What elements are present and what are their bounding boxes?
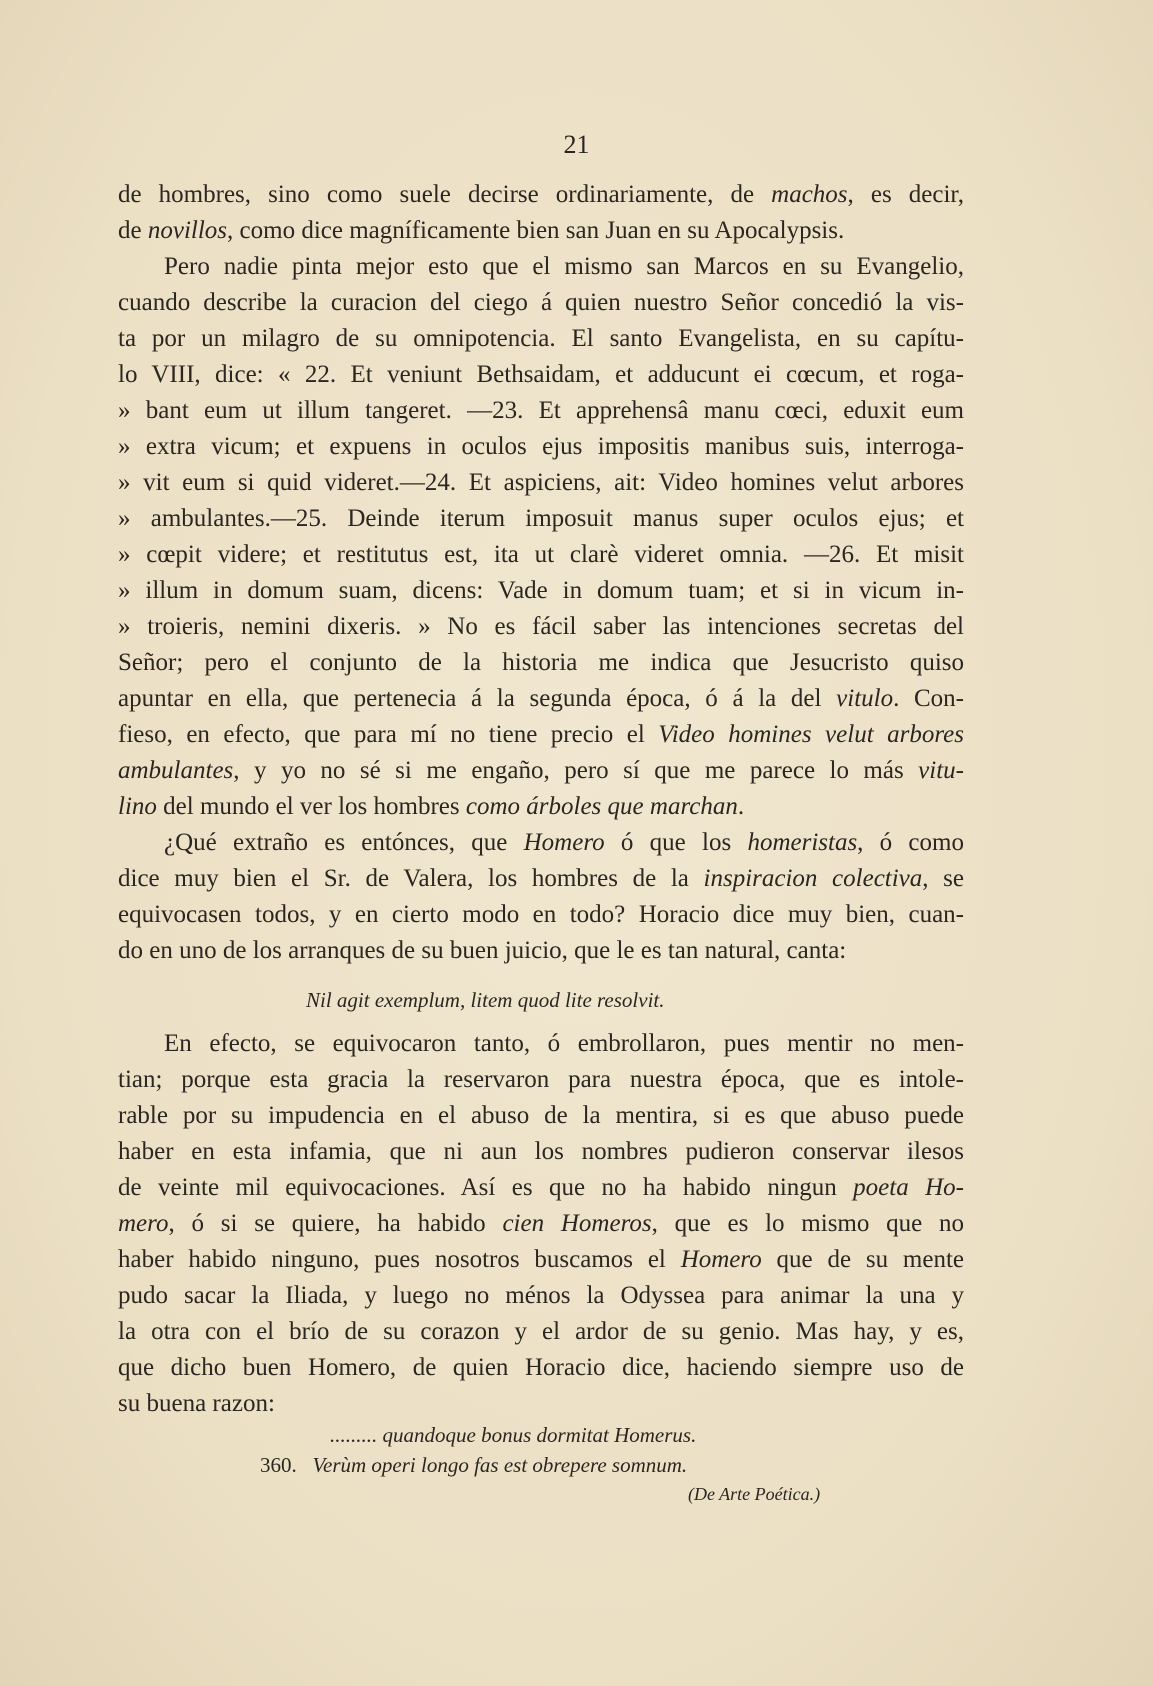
text-line — [118, 753, 964, 789]
italic-text: vitulo — [836, 685, 894, 712]
italic-text: machos — [771, 181, 848, 208]
text-run: apuntar en ella, que pertenecia á la segunda época, ó á la del — [118, 685, 837, 712]
text-line — [118, 897, 964, 933]
text-line — [118, 429, 964, 465]
text-run: , y yo no sé si me engaño, pero sí que me parece lo más — [233, 757, 919, 784]
text-run: . — [737, 793, 745, 820]
text-run: » extra vicum; et expuens in oculos ejus impositis manibus suis, interroga- — [118, 433, 964, 460]
italic-text: cien Homeros — [502, 1210, 652, 1237]
italic-text: homeristas — [747, 829, 858, 856]
italic-text: ambulantes — [118, 757, 234, 784]
italic-text: Homero — [680, 1246, 762, 1273]
text-run: ta por un milagro de su omnipotencia. El santo Evangelista, en su capítu- — [118, 325, 964, 352]
text-run: haber en esta infamia, que ni aun los nombres pudieron conservar ilesos — [118, 1138, 964, 1165]
text-line — [118, 1278, 964, 1314]
text-run: de veinte mil equivocaciones. Así es que no ha habido ningun — [118, 1174, 854, 1201]
text-run: de hombres, sino como suele decirse ordinariamente, de — [118, 181, 772, 208]
text-line — [118, 501, 964, 537]
italic-text: vitu- — [918, 757, 964, 784]
text-run: Señor; pero el conjunto de la historia me indica que Jesucristo quiso — [118, 649, 964, 676]
verse-quote-3 — [260, 1453, 687, 1478]
text-line — [118, 213, 964, 249]
text-line — [118, 573, 964, 609]
text-run: haber habido ninguno, pues nosotros buscamos el — [118, 1246, 681, 1273]
text-run: » troieris, nemini dixeris. » No es fácil saber las intenciones secretas del — [118, 613, 964, 640]
body-text-top — [118, 177, 964, 969]
italic-text: como árboles que marchan — [465, 793, 738, 820]
text-run: su buena razon: — [118, 1390, 275, 1417]
text-run: Pero nadie pinta mejor esto que el mismo san Marcos en su Evangelio, — [164, 253, 964, 280]
text-line — [118, 1314, 964, 1350]
text-run: » illum in domum suam, dicens: Vade in domum tuam; et si in vicum in- — [118, 577, 964, 604]
text-line — [118, 1386, 964, 1422]
text-run: , ó si se quiere, ha habido — [168, 1210, 503, 1237]
text-run: , es decir, — [847, 181, 965, 208]
text-run: cuando describe la curacion del ciego á quien nuestro Señor concedió la vis- — [118, 289, 964, 316]
text-run: equivocasen todos, y en cierto modo en todo? Horacio dice muy bien, cuan- — [118, 901, 964, 928]
page-number: 21 — [563, 130, 590, 159]
text-run: dice muy bien el Sr. de Valera, los hombres de la — [118, 865, 704, 892]
text-line — [118, 717, 964, 753]
text-run: , como dice magníficamente bien san Juan en su Apocalypsis. — [227, 217, 845, 244]
text-line — [118, 357, 964, 393]
text-run: ó que los — [604, 829, 748, 856]
italic-text: novillos — [147, 217, 228, 244]
text-run: , se — [922, 865, 965, 892]
text-line — [118, 1134, 964, 1170]
text-line — [118, 1242, 964, 1278]
text-line — [118, 249, 964, 285]
italic-text: poeta Ho- — [853, 1174, 964, 1201]
text-line — [118, 1350, 964, 1386]
text-line — [118, 465, 964, 501]
text-line — [118, 825, 964, 861]
text-run: , ó como — [857, 829, 964, 856]
text-line — [118, 1062, 964, 1098]
text-run: » cœpit videre; et restitutus est, ita ut clarè videret omnia. —26. Et misit — [118, 541, 964, 568]
text-line — [118, 789, 964, 825]
text-run: En efecto, se equivocaron tanto, ó embrollaron, pues mentir no men- — [164, 1030, 964, 1057]
italic-text: inspiracion colectiva — [703, 865, 923, 892]
text-run: tian; porque esta gracia la reservaron para nuestra época, que es intole- — [118, 1066, 964, 1093]
italic-text: Video homines velut arbores — [658, 721, 964, 748]
text-run: la otra con el brío de su corazon y el ardor de su genio. Mas hay, y es, — [118, 1318, 964, 1345]
text-line — [118, 1206, 964, 1242]
body-text-bottom — [118, 1026, 964, 1422]
text-run: » vit eum si quid videret.—24. Et aspiciens, ait: Video homines velut arbores — [118, 469, 964, 496]
text-run: » ambulantes.—25. Deinde iterum imposuit manus super oculos ejus; et — [118, 505, 964, 532]
text-line — [118, 609, 964, 645]
text-line — [118, 1098, 964, 1134]
text-line — [118, 393, 964, 429]
text-line — [118, 1170, 964, 1206]
text-line — [118, 537, 964, 573]
text-run: del mundo el ver los hombres — [156, 793, 466, 820]
text-line — [118, 321, 964, 357]
text-run: do en uno de los arranques de su buen juicio, que le es tan natural, canta: — [118, 937, 847, 964]
text-run: rable por su impudencia en el abuso de la mentira, si es que abuso puede — [118, 1102, 964, 1129]
text-run: pudo sacar la Iliada, y luego no ménos la Odyssea para animar la una y — [118, 1282, 964, 1309]
verse-quote-1: Nil agit exemplum, litem quod lite resolvit. — [306, 988, 665, 1012]
text-run: lo VIII, dice: « 22. Et veniunt Bethsaidam, et adducunt ei cœcum, et roga- — [118, 361, 964, 388]
text-line — [118, 177, 964, 213]
italic-text: Homero — [523, 829, 605, 856]
italic-text: mero — [118, 1210, 169, 1237]
verse-number: 360. — [260, 1453, 297, 1477]
verse-text: Verùm operi longo fas est obrepere somnum. — [312, 1453, 688, 1477]
text-run: . Con- — [893, 685, 965, 712]
text-line — [118, 933, 964, 969]
text-line — [118, 861, 964, 897]
verse-quote-2: ......... quandoque bonus dormitat Homerus. — [330, 1423, 697, 1447]
text-line — [118, 645, 964, 681]
text-run: que dicho buen Homero, de quien Horacio dice, haciendo siempre uso de — [118, 1354, 964, 1381]
text-line — [118, 1026, 964, 1062]
text-run: que de su mente — [761, 1246, 964, 1273]
text-run: fieso, en efecto, que para mí no tiene precio el — [118, 721, 659, 748]
italic-text: lino — [118, 793, 157, 820]
text-run: » bant eum ut illum tangeret. —23. Et apprehensâ manu cœci, eduxit eum — [118, 397, 964, 424]
text-line — [118, 285, 964, 321]
text-run: ¿Qué extraño es entónces, que — [164, 829, 524, 856]
text-line — [118, 681, 964, 717]
text-run: , que es lo mismo que no — [651, 1210, 965, 1237]
verse-source: (De Arte Poética.) — [688, 1484, 821, 1504]
text-run: de — [118, 217, 148, 244]
